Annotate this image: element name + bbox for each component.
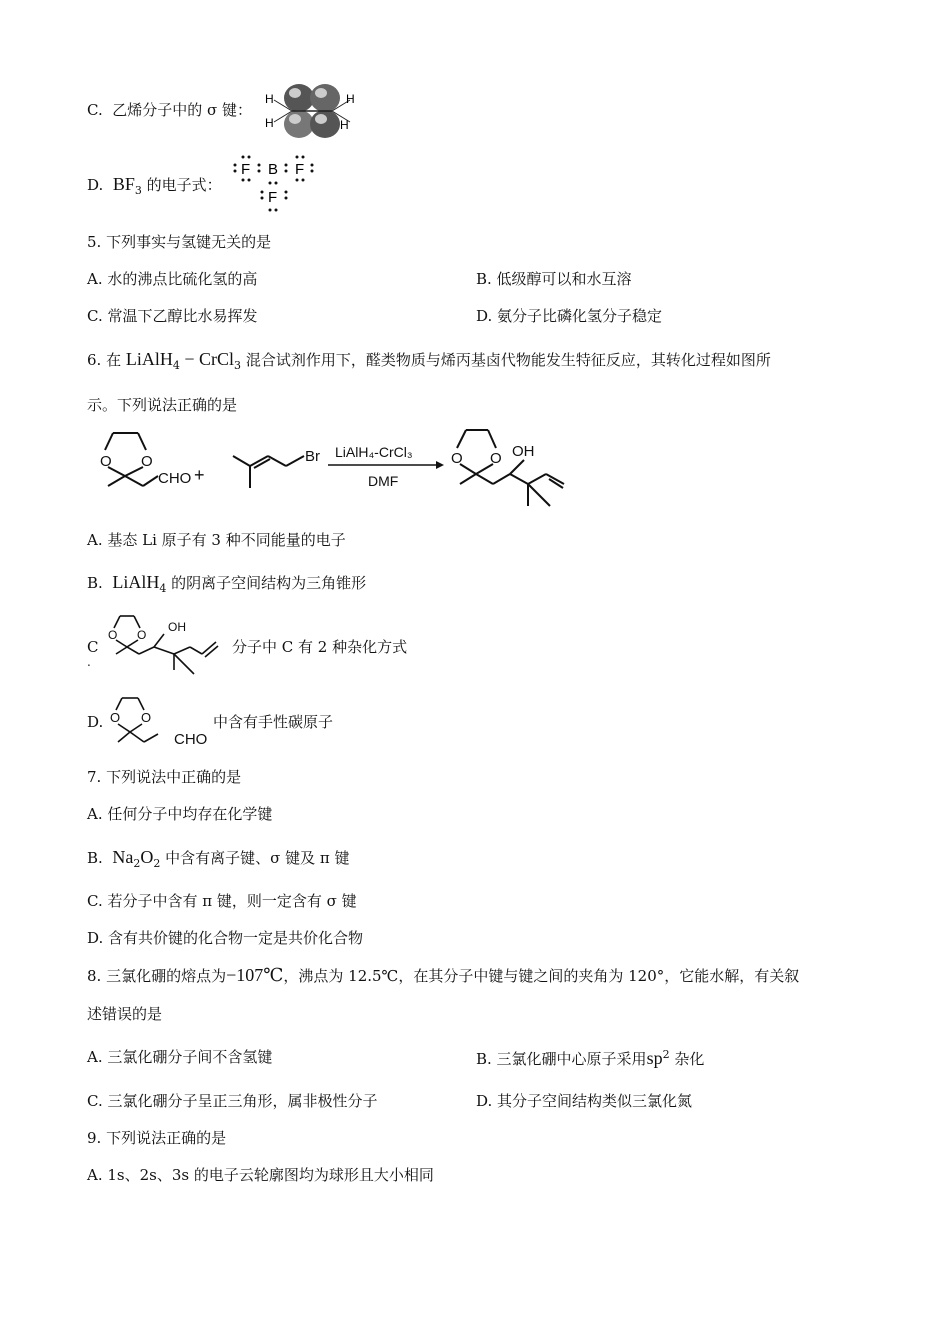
q6-stem: 6. 在 LiAlH$_4$ − CrCl$_3$ 混合试剂作用下，醛类物质与烯丙基卤代物能发生特征反应，其转化过程如图所 [87, 349, 771, 372]
arrow-solvent-label: DMF [368, 473, 399, 489]
option-d-ring-o-right: O [141, 710, 152, 725]
q7-option-d: D. 含有共价键的化合物一定是共价化合物 [87, 929, 364, 947]
option-c-ring-o-left: O [108, 628, 118, 642]
ethylene-h-3: H [346, 92, 355, 106]
reactant2-br-label: Br [305, 448, 320, 465]
q4-option-c: C. 乙烯分子中的 σ 键： [87, 101, 253, 119]
q8-option-d: D. 其分子空间结构类似三氯化氮 [476, 1092, 693, 1110]
q5-stem: 5. 下列事实与氢键无关的是 [87, 233, 272, 251]
q6-option-d-structure [108, 694, 218, 752]
product-oh-label: OH [512, 443, 535, 460]
arrow-reagent-label: LiAlH₄-CrCl₃ [335, 444, 413, 460]
q8-stem: 8. 三氯化硼的熔点为−107℃，沸点为 12.5℃，在其分子中键与键之间的夹角为 120°，它能水解，有关叙 [87, 965, 800, 985]
product-ring-o-right: O [490, 450, 502, 467]
q5-option-b: B. 低级醇可以和水互溶 [476, 270, 632, 288]
plus-sign: + [194, 465, 205, 485]
q6-stem-line2: 示。下列说法正确的是 [87, 396, 238, 414]
bf3-lewis-structure [230, 152, 320, 214]
q7-option-b: B. $Na_2O_2$ 中含有离子键、σ 键及 π 键 [87, 847, 350, 870]
bf3-atom-f-bottom: F [268, 189, 278, 206]
q8-option-b: B. 三氯化硼中心原子采用$sp^2$ 杂化 [476, 1048, 705, 1068]
option-d-ring-o-left: O [110, 710, 121, 725]
reactant1-ring-o-right: O [141, 453, 153, 470]
q6-reaction-scheme [88, 426, 598, 516]
bf3-atom-b: B [268, 161, 279, 178]
ethylene-h-4: H [340, 118, 349, 132]
bf3-atom-f-left: F [241, 161, 251, 178]
q8-option-a: A. 三氯化硼分子间不含氢键 [87, 1048, 273, 1066]
q6-option-d-text: 中含有手性碳原子 [213, 713, 334, 731]
q9-option-a: A. 1s、2s、3s 的电子云轮廓图均为球形且大小相同 [87, 1166, 434, 1184]
reactant1-ring-o-left: O [100, 453, 112, 470]
q6-option-a: A. 基态 Li 原子有 3 种不同能量的电子 [87, 531, 346, 549]
q9-stem: 9. 下列说法正确的是 [87, 1129, 227, 1147]
q7-option-a: A. 任何分子中均存在化学键 [87, 805, 273, 823]
q6-option-c-label: C [87, 638, 99, 656]
option-c-ring-o-right: O [137, 628, 147, 642]
q5-option-d: D. 氨分子比磷化氢分子稳定 [476, 307, 663, 325]
q5-option-c: C. 常温下乙醇比水易挥发 [87, 307, 258, 325]
q8-option-c: C. 三氯化硼分子呈正三角形，属非极性分子 [87, 1092, 378, 1110]
q7-stem: 7. 下列说法中正确的是 [87, 768, 242, 786]
q4-option-d: D. $BF_3$ 的电子式： [87, 174, 222, 197]
q6-option-c-text: 分子中 C 有 2 种杂化方式 [232, 638, 408, 656]
ethylene-sigma-bond-figure [262, 76, 362, 146]
q5-option-a: A. 水的沸点比硫化氢的高 [87, 270, 258, 288]
option-c-oh-label: OH [168, 620, 186, 634]
reactant1-cho-label: CHO [158, 470, 192, 487]
q6-option-c-dot: . [87, 655, 91, 669]
q7-option-c: C. 若分子中含有 π 键，则一定含有 σ 键 [87, 892, 357, 910]
product-ring-o-left: O [451, 450, 463, 467]
q6-option-d-label: D. [87, 713, 104, 731]
q8-stem-line2: 述错误的是 [87, 1005, 163, 1023]
ethylene-h-2: H [265, 116, 274, 130]
ethylene-h-1: H [265, 92, 274, 106]
q6-option-b: B. LiAlH$_4$ 的阴离子空间结构为三角锥形 [87, 572, 367, 595]
option-d-cho-label: CHO [174, 731, 208, 748]
q6-option-c-structure [104, 612, 232, 678]
bf3-atom-f-right: F [295, 161, 305, 178]
